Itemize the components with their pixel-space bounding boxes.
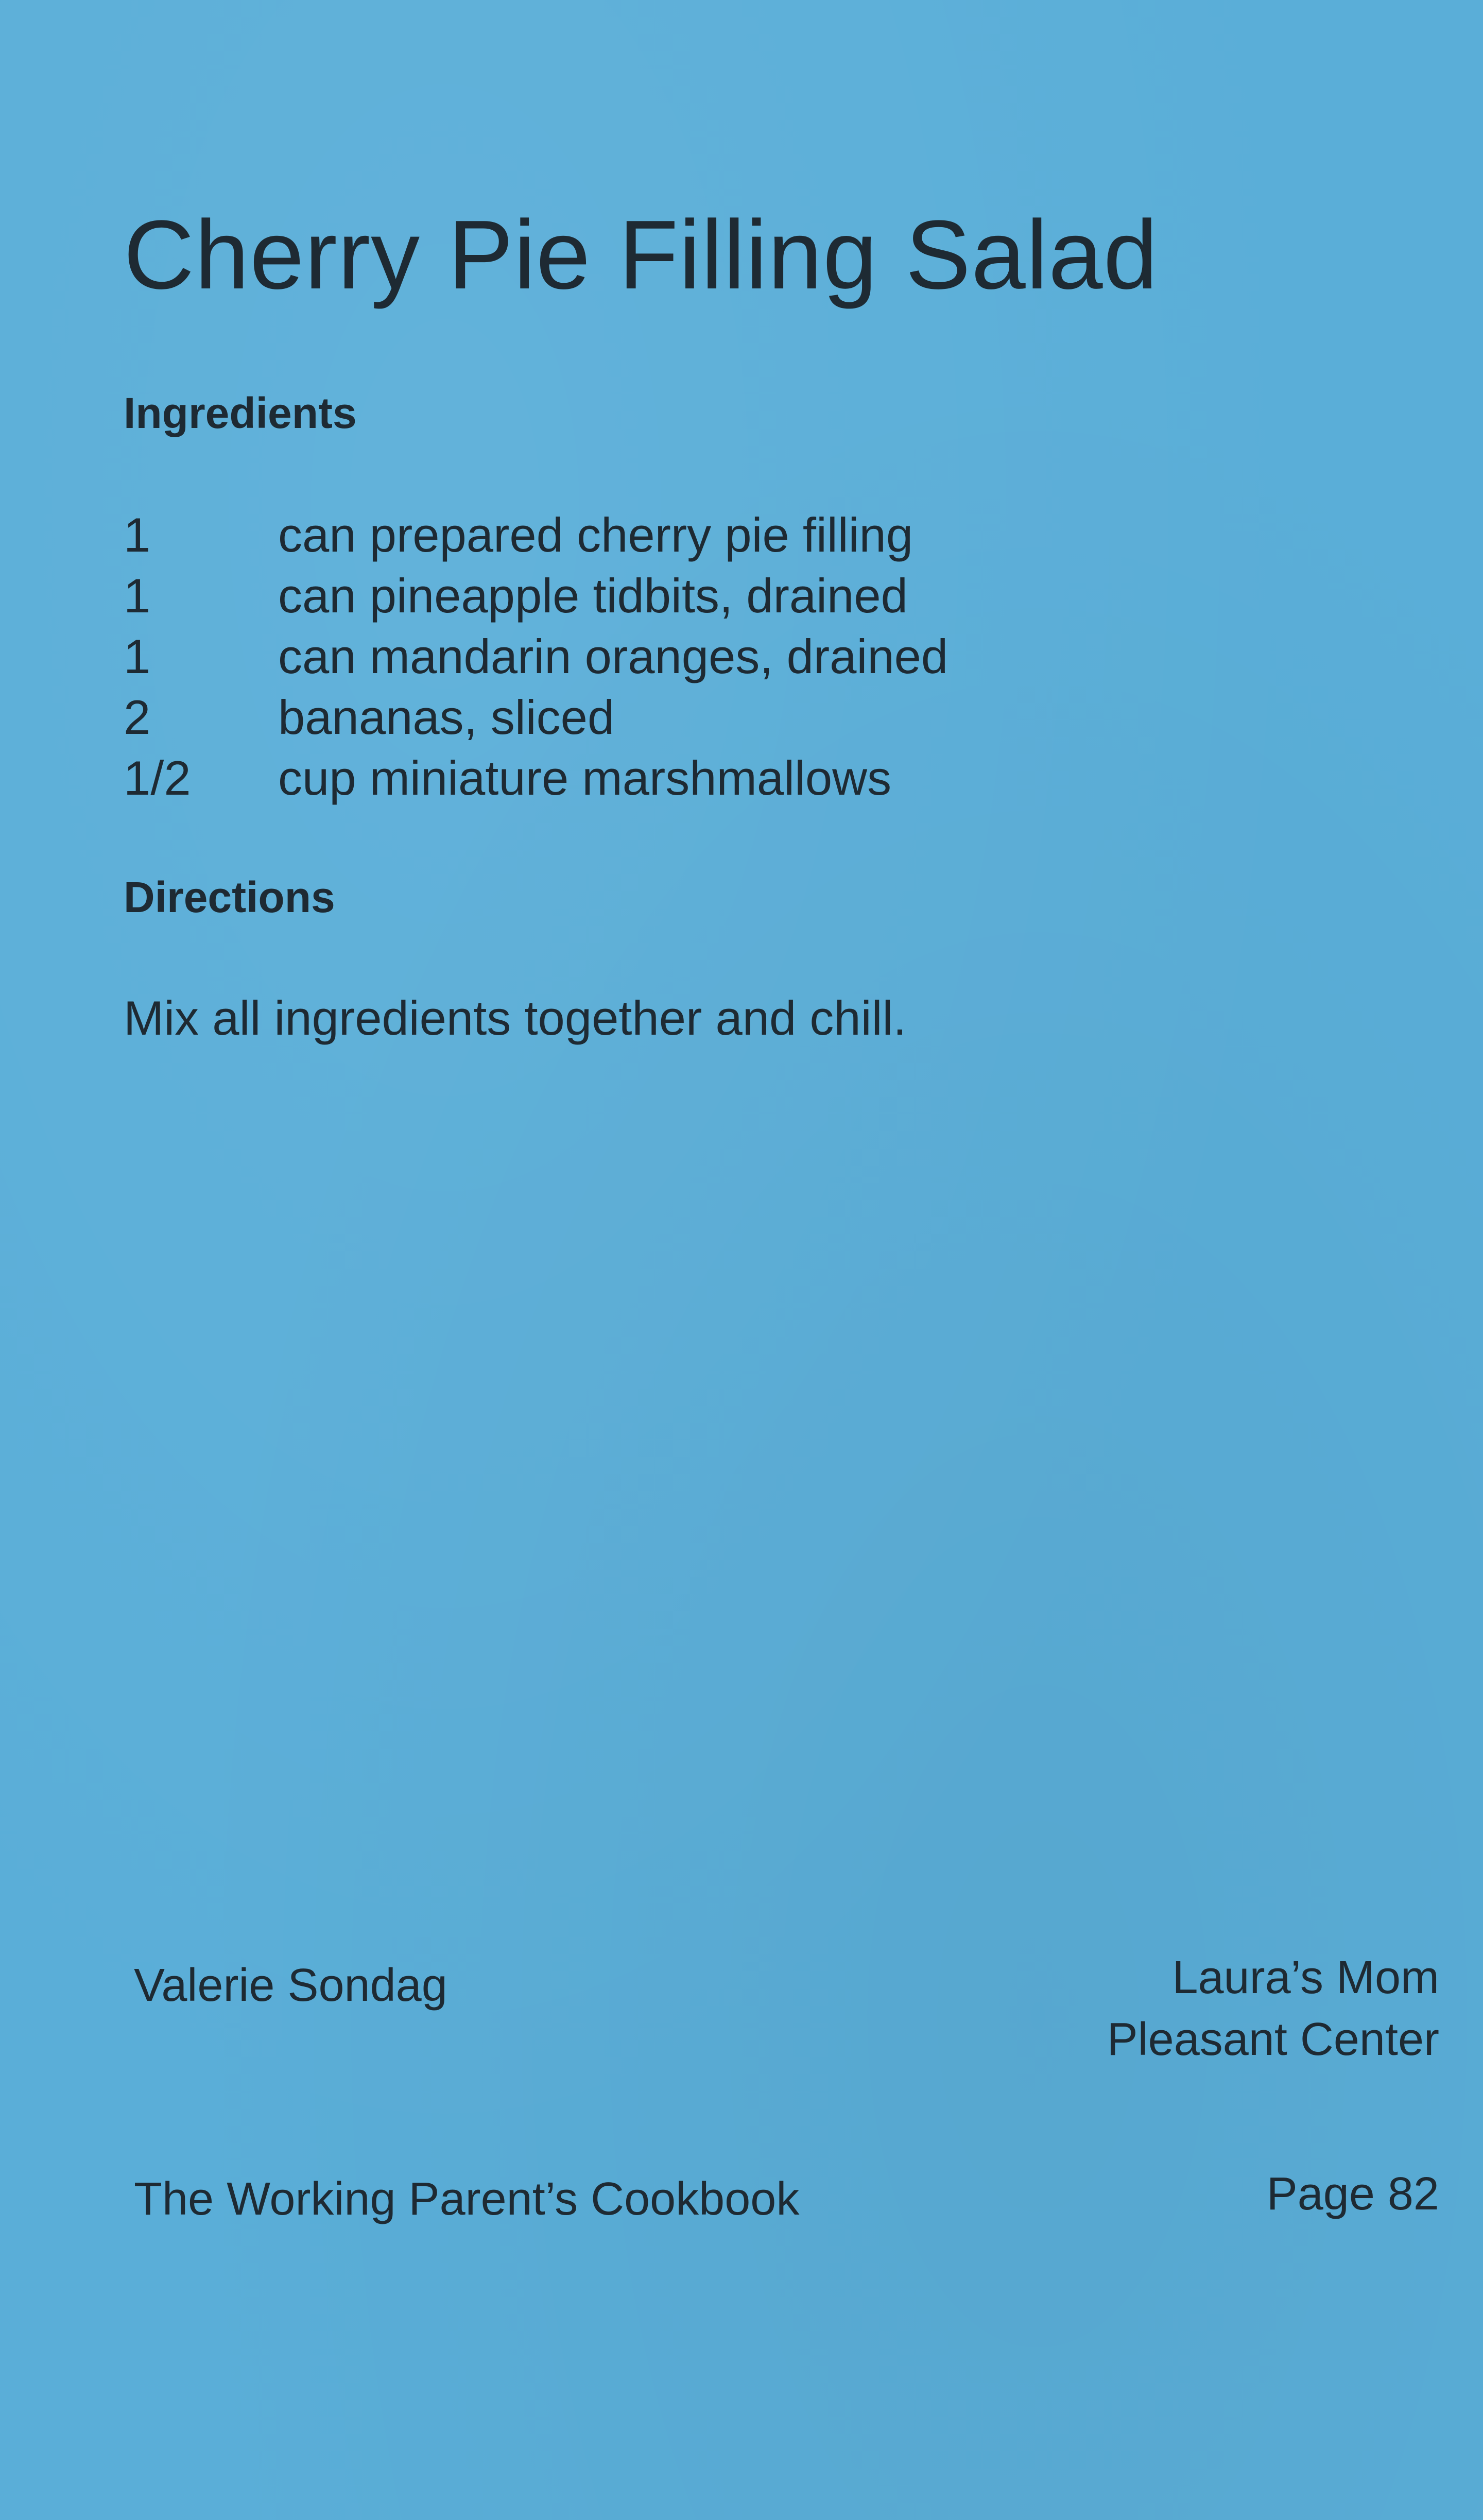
directions-heading: Directions bbox=[124, 873, 335, 921]
ingredients-heading: Ingredients bbox=[124, 389, 357, 437]
ingredient-row bbox=[124, 626, 1308, 687]
ingredient-quantity: 1 bbox=[124, 629, 151, 683]
contributor-relation: Laura’s Mom bbox=[1172, 1952, 1439, 2003]
ingredient-row bbox=[124, 505, 1308, 565]
ingredient-name: can prepared cherry pie filling bbox=[278, 508, 913, 562]
ingredient-quantity: 1 bbox=[124, 569, 151, 623]
ingredient-row bbox=[124, 565, 1308, 626]
ingredient-name: bananas, sliced bbox=[278, 690, 615, 744]
ingredient-name: cup miniature marshmallows bbox=[278, 751, 892, 805]
ingredient-name: can mandarin oranges, drained bbox=[278, 629, 949, 683]
contributor-name: Valerie Sondag bbox=[134, 1960, 447, 2011]
ingredient-name: can pineapple tidbits, drained bbox=[278, 569, 908, 623]
ingredient-row bbox=[124, 687, 1308, 748]
book-title: The Working Parent’s Cookbook bbox=[134, 2173, 800, 2225]
page-number: Page 82 bbox=[1266, 2168, 1439, 2220]
directions-text: Mix all ingredients together and chill. bbox=[124, 991, 907, 1045]
ingredient-list bbox=[124, 505, 1308, 809]
ingredient-quantity: 2 bbox=[124, 690, 151, 744]
ingredient-quantity: 1/2 bbox=[124, 751, 191, 805]
ingredient-quantity: 1 bbox=[124, 508, 151, 562]
recipe-title: Cherry Pie Filling Salad bbox=[124, 200, 1159, 310]
ingredient-row bbox=[124, 748, 1308, 809]
contributor-location: Pleasant Center bbox=[1107, 2014, 1439, 2065]
